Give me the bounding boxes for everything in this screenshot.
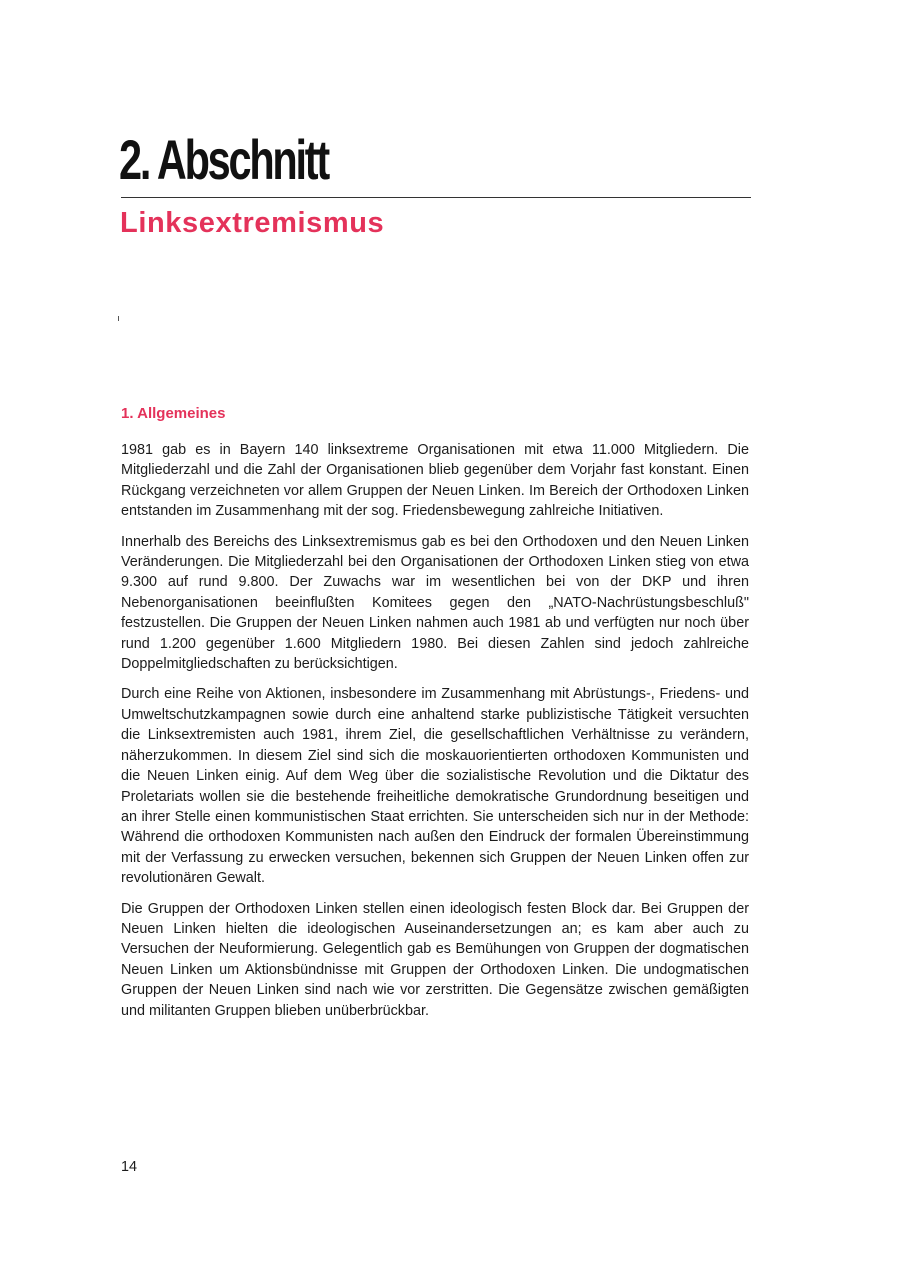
chapter-title: 2. Abschnitt	[119, 128, 328, 191]
paragraph: Die Gruppen der Orthodoxen Linken stellen einen ideologisch festen Block dar. Bei Gruppen der Neuen Linken hielten die ideologischen Auseinandersetzungen an; es kam aber auch zu Versuchen der Neuformierung. Gelegentlich gab es Bemühungen von Gruppen der dogmatischen Neuen Linken um Aktionsbündnisse mit Gruppen der Orthodoxen Linken. Die undogmatischen Gruppen der Neuen Linken sind nach wie vor zerstritten. Die Gegensätze zwischen gemäßigten und militanten Gruppen blieben unüberbrückbar.	[121, 900, 749, 1019]
paragraph: 1981 gab es in Bayern 140 linksextreme Organisationen mit etwa 11.000 Mitgliedern. Die Mitgliederzahl und die Zahl der Organisationen blieb gegenüber dem Vorjahr fast konstant. Einen Rückgang verzeichneten vor allem Gruppen der Neuen Linken. Im Bereich der Orthodoxen Linken entstanden im Zusammenhang mit der sog. Friedensbewegung zahlreiche Initiativen.	[121, 442, 749, 520]
section-heading: 1. Allgemeines	[121, 405, 226, 422]
paragraph: Innerhalb des Bereichs des Linksextremismus gab es bei den Orthodoxen und den Neuen Linken Veränderungen. Die Mitgliederzahl bei den Organisationen der Orthodoxen Linken stieg von etwa 9.300 auf rund 9.800. Der Zuwachs war im wesentlichen bei von der DKP und ihren Nebenorganisationen beeinflußten Komitees gegen den „NATO-Nachrüstungsbeschluß" festzustellen. Die Gruppen der Neuen Linken nahmen auch 1981 ab und verfügten nur noch über rund 1.200 gegenüber 1.600 Mitgliedern 1980. Bei diesen Zahlen sind jedoch zahlreiche Doppelmitgliedschaften zu berücksichtigen.	[121, 533, 749, 673]
scan-mark	[118, 316, 119, 321]
chapter-subtitle: Linksextremismus	[120, 207, 385, 239]
paragraph: Durch eine Reihe von Aktionen, insbesondere im Zusammenhang mit Abrüstungs-, Friedens- und Umweltschutzkampagnen sowie durch eine anhaltend starke publizistische Tätigkeit versuchten die Linksextremisten auch 1981, ihrem Ziel, die gesellschaftlichen Verhältnisse zu verändern, näherzukommen. In diesem Ziel sind sich die moskauorientierten orthodoxen Kommunisten und die Neuen Linken einig. Auf dem Weg über die sozialistische Revolution und die Diktatur des Proletariats wollen sie die bestehende freiheitliche demokratische Grundordnung beseitigen und an ihrer Stelle einen kommunistischen Staat errichten. Sie unterscheiden sich nur in der Methode: Während die orthodoxen Kommunisten nach außen den Eindruck der formalen Übereinstimmung mit der Verfassung zu erwecken versuchen, bekennen sich Gruppen der Neuen Linken offen zur revolutionären Gewalt.	[121, 686, 749, 887]
body-text	[121, 440, 749, 1031]
page-number: 14	[121, 1159, 138, 1175]
title-divider	[121, 197, 751, 198]
